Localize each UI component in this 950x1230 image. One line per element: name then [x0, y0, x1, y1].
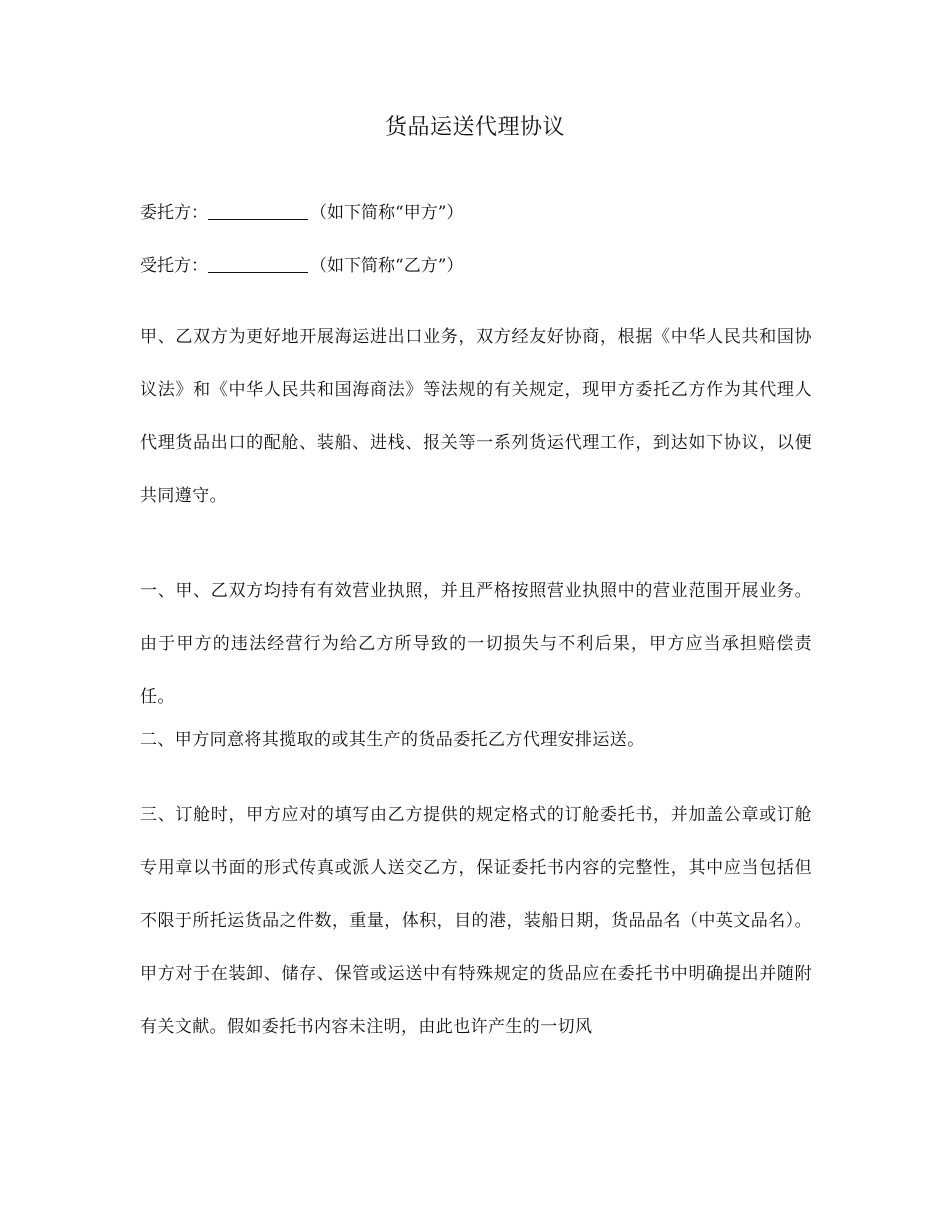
- principal-suffix: （如下简称“甲方”）: [310, 203, 464, 223]
- agent-suffix: （如下简称“乙方”）: [310, 256, 464, 276]
- document-title: 货品运送代理协议: [384, 115, 565, 140]
- agent-label: 受托方：: [140, 256, 208, 276]
- preamble-paragraph: 甲、乙双方为更好地开展海运进出口业务，双方经友好协商，根据《中华人民共和国协议法》和《中华人民共和国海商法》等法规的有关规定，现甲方委托乙方作为其代理人代理货品出口的配舱、装船、进栈、报关等一系列货运代理工作，到达如下协议，以便共同遵守。: [140, 327, 812, 506]
- clause-2-paragraph: 二、甲方同意将其揽取的或其生产的货品委托乙方代理安排运送。: [140, 730, 645, 750]
- clause-1-paragraph: 一、甲、乙双方均持有有效营业执照，并且严格按照营业执照中的营业范围开展业务。由于甲方的违法经营行为给乙方所导致的一切损失与不利后果，甲方应当承担赔偿责任。: [140, 581, 812, 707]
- clause-3-paragraph: 三、订舱时，甲方应对的填写由乙方提供的规定格式的订舱委托书，并加盖公章或订舱专用章以书面的形式传真或派人送交乙方，保证委托书内容的完整性，其中应当包括但不限于所托运货品之件数，重量，体积，目的港，装船日期，货品品名（中英文品名）。甲方对于在装卸、储存、保管或运送中有特殊规定的货品应在委托书中明确提出并随附有关文献。假如委托书内容未注明，由此也许产生的一切风: [140, 805, 812, 1037]
- principal-label: 委托方：: [140, 203, 208, 223]
- agent-blank-line: [208, 254, 308, 273]
- agent-party-line: [140, 251, 820, 281]
- principal-blank-line: [208, 201, 308, 220]
- principal-party-line: [140, 198, 820, 228]
